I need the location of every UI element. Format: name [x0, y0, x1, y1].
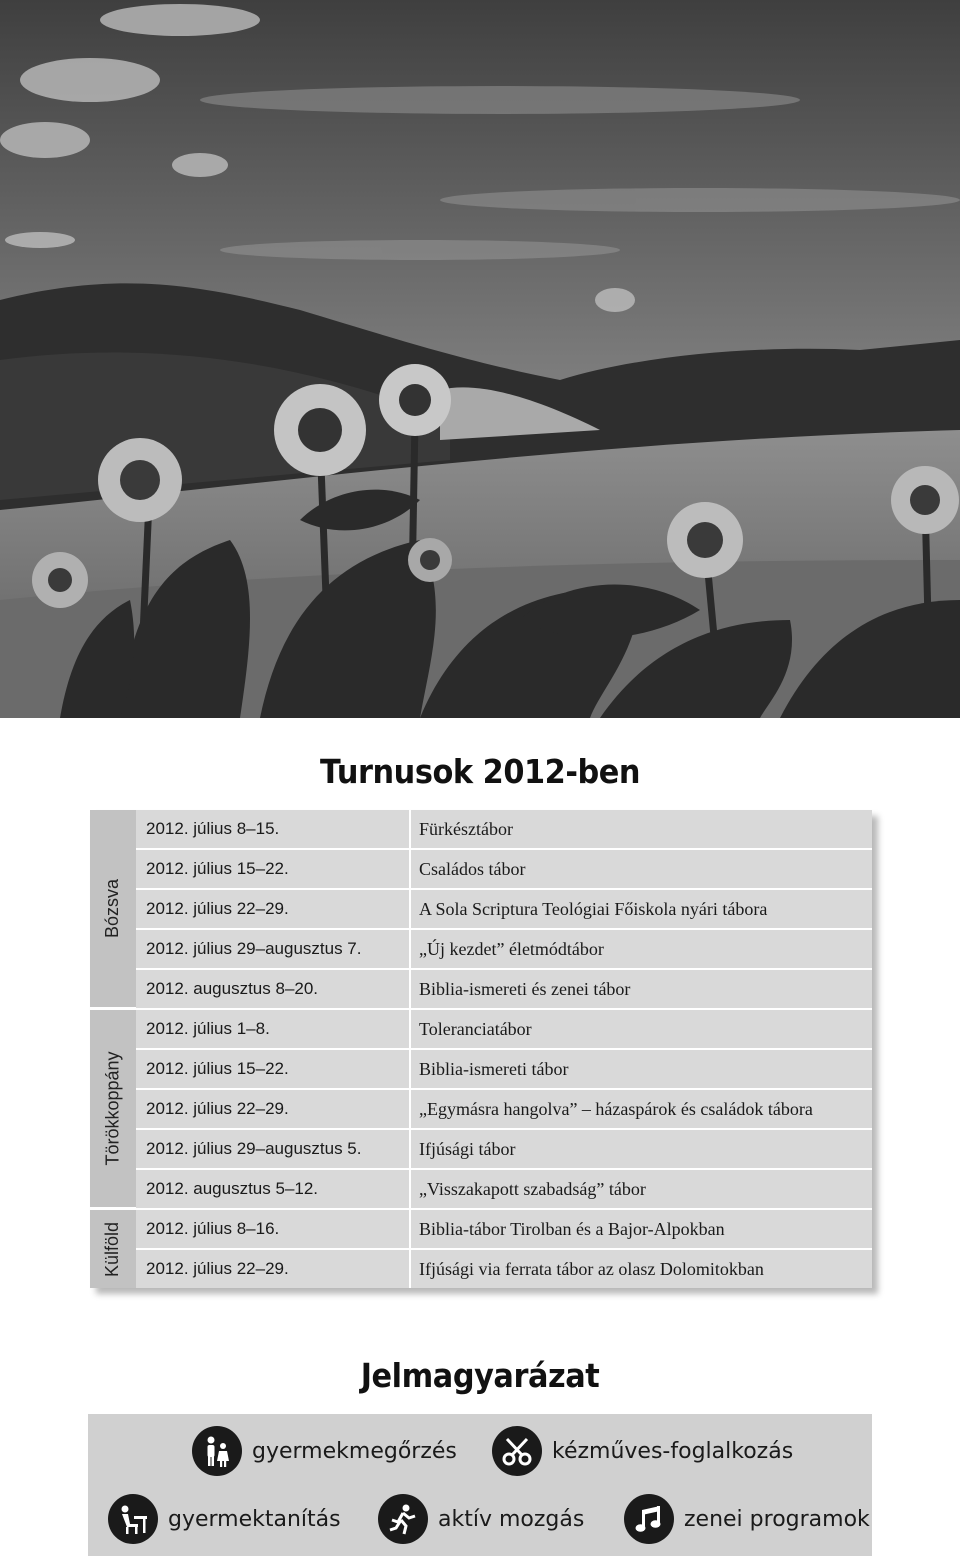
legend-label: gyermekmegőrzés [252, 1438, 457, 1464]
column-divider [409, 1170, 411, 1208]
table-row [136, 850, 872, 890]
row-camp-name: Biblia-tábor Tirolban és a Bajor-Alpokban [419, 1219, 725, 1239]
region-name: Törökkoppány [102, 1051, 123, 1166]
landscape-photo [0, 0, 960, 718]
running-icon [378, 1494, 428, 1544]
row-date: 2012. augusztus 5–12. [146, 1179, 319, 1198]
legend-item-childcare [192, 1426, 457, 1476]
row-date: 2012. július 29–augusztus 5. [146, 1139, 362, 1158]
row-date: 2012. július 22–29. [146, 1099, 289, 1118]
row-date: 2012. július 8–15. [146, 819, 280, 838]
table-row [136, 1010, 872, 1050]
row-camp-name: „Egymásra hangolva” – házaspárok és családok tábora [419, 1099, 813, 1119]
column-divider [409, 1010, 411, 1048]
table-row [136, 1170, 872, 1210]
legend-item-crafts [492, 1426, 793, 1476]
crafts-icon [492, 1426, 542, 1476]
table-row [136, 930, 872, 970]
row-camp-name: Biblia-ismereti és zenei tábor [419, 979, 631, 999]
row-date: 2012. augusztus 8–20. [146, 979, 319, 998]
row-camp-name: Biblia-ismereti tábor [419, 1059, 569, 1079]
column-divider [409, 1210, 411, 1248]
column-divider [409, 1250, 411, 1288]
page-title: Turnusok 2012-ben [319, 752, 641, 791]
row-date: 2012. július 8–16. [146, 1219, 280, 1238]
region-name: Bózsva [102, 878, 123, 939]
row-date: 2012. július 22–29. [146, 1259, 289, 1278]
table-row [136, 1210, 872, 1250]
teaching-icon [108, 1494, 158, 1544]
table-row [136, 1050, 872, 1090]
table-row [136, 810, 872, 850]
childcare-icon [192, 1426, 242, 1476]
legend-label: gyermektanítás [168, 1506, 341, 1532]
table-row [136, 1250, 872, 1288]
row-camp-name: Családos tábor [419, 859, 526, 879]
column-divider [409, 970, 411, 1008]
legend-label: zenei programok [684, 1506, 870, 1532]
row-camp-name: A Sola Scriptura Teológiai Főiskola nyári tábora [419, 899, 768, 919]
sunflower-field-illustration [0, 0, 960, 718]
column-divider [409, 930, 411, 968]
legend-item-music [624, 1494, 870, 1544]
column-divider [409, 890, 411, 928]
row-date: 2012. július 15–22. [146, 859, 289, 878]
row-camp-name: Ifjúsági tábor [419, 1139, 516, 1159]
region-label-bozsva [90, 810, 136, 1010]
row-camp-name: Fürkésztábor [419, 819, 513, 839]
column-divider [409, 1050, 411, 1088]
music-note-icon [624, 1494, 674, 1544]
row-camp-name: Toleranciatábor [419, 1019, 532, 1039]
legend-label: kézműves-foglalkozás [552, 1438, 794, 1464]
row-camp-name: „Új kezdet” életmódtábor [419, 939, 604, 959]
row-camp-name: Ifjúsági via ferrata tábor az olasz Dolomitokban [419, 1259, 764, 1279]
region-name: Külföld [102, 1221, 123, 1277]
legend-item-running [378, 1494, 584, 1544]
region-label-kulfold [90, 1210, 136, 1288]
column-divider [409, 1130, 411, 1168]
row-date: 2012. július 1–8. [146, 1019, 270, 1038]
legend-title: Jelmagyarázat [360, 1356, 600, 1395]
legend-label: aktív mozgás [438, 1506, 585, 1532]
table-row [136, 1090, 872, 1130]
row-camp-name: „Visszakapott szabadság” tábor [419, 1179, 646, 1199]
legend-item-teaching [108, 1494, 341, 1544]
table-row [136, 890, 872, 930]
row-date: 2012. július 15–22. [146, 1059, 289, 1078]
column-divider [409, 810, 411, 848]
region-label-torokkoppany [90, 1010, 136, 1210]
row-date: 2012. július 22–29. [146, 899, 289, 918]
table-row [136, 970, 872, 1010]
legend-box [88, 1414, 872, 1556]
column-divider [409, 850, 411, 888]
table-row [136, 1130, 872, 1170]
row-date: 2012. július 29–augusztus 7. [146, 939, 362, 958]
column-divider [409, 1090, 411, 1128]
